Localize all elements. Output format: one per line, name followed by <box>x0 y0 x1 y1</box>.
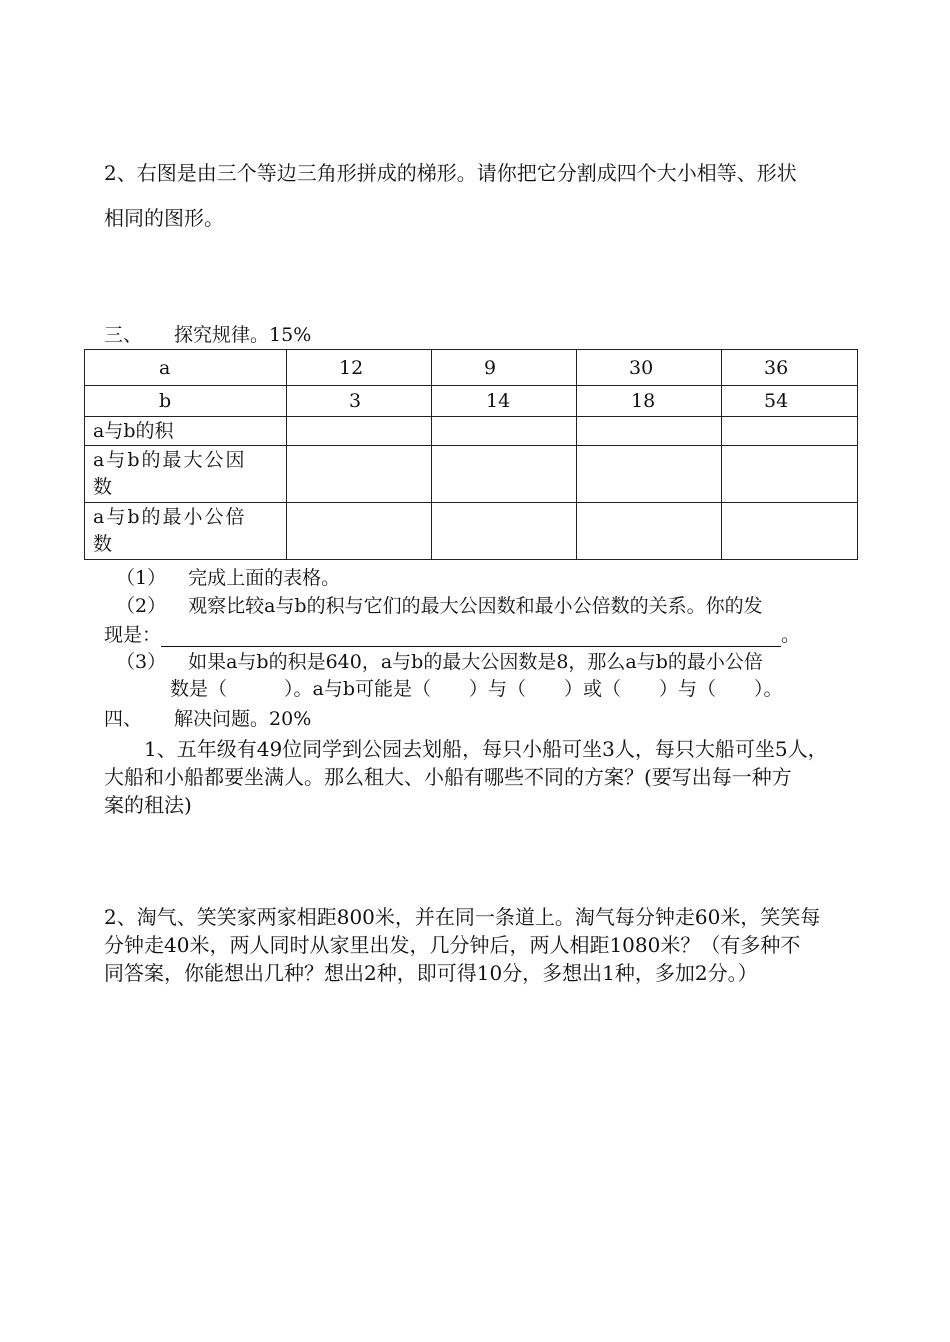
subquestion-2-number: （2） <box>116 595 167 617</box>
problem-2-geometry-line-2: 相同的图形。 <box>104 206 224 230</box>
section-4-heading <box>104 707 311 731</box>
table-cell: 36 <box>722 350 858 386</box>
problem-4-2-line-2: 分钟走40米，两人同时从家里出发，几分钟后，两人相距1080米？（有多种不 <box>104 933 801 957</box>
subquestion-1 <box>116 566 340 590</box>
table-row-a <box>85 350 858 386</box>
table-cell-empty[interactable] <box>722 417 858 446</box>
table-cell-empty[interactable] <box>722 503 858 560</box>
table-cell: 18 <box>577 386 722 417</box>
table-cell-empty[interactable] <box>432 446 577 503</box>
table-cell: 54 <box>722 386 858 417</box>
table-row-product <box>85 417 858 446</box>
section-4-number: 四、 <box>104 708 143 730</box>
problem-4-1-line-3: 案的租法) <box>104 793 192 817</box>
table-cell-empty[interactable] <box>287 417 432 446</box>
table-cell-empty[interactable] <box>287 446 432 503</box>
row-header-b: b <box>85 386 287 417</box>
table-cell-empty[interactable] <box>287 503 432 560</box>
section-3-title: 探究规律。15% <box>174 324 312 346</box>
subquestion-2-answer-suffix: 。 <box>781 624 801 646</box>
row-header-lcm-line-1: a与b的最小公倍 <box>93 506 247 528</box>
subquestion-1-text: 完成上面的表格。 <box>188 567 341 589</box>
problem-4-2-line-3: 同答案，你能想出几种？想出2种，即可得10分，多想出1种，多加2分。） <box>104 961 758 985</box>
table-cell: 14 <box>432 386 577 417</box>
table-cell: 9 <box>432 350 577 386</box>
table-cell-empty[interactable] <box>432 417 577 446</box>
row-header-gcd-line-1: a与b的最大公因 <box>93 449 247 471</box>
table-cell-empty[interactable] <box>577 503 722 560</box>
table-row-b <box>85 386 858 417</box>
problem-4-2-line-1: 2、淘气、笑笑家两家相距800米，并在同一条道上。淘气每分钟走60米，笑笑每 <box>104 905 821 929</box>
row-header-lcm-line-2: 数 <box>93 533 113 555</box>
section-3-number: 三、 <box>104 324 143 346</box>
pattern-table <box>84 349 858 560</box>
table-cell-empty[interactable] <box>722 446 858 503</box>
table-row-gcd <box>85 446 858 503</box>
table-row-lcm <box>85 503 858 560</box>
row-header-gcd <box>85 446 287 503</box>
table-cell-empty[interactable] <box>432 503 577 560</box>
problem-2-geometry-line-1: 2、右图是由三个等边三角形拼成的梯形。请你把它分割成四个大小相等、形状 <box>104 161 797 185</box>
table-cell: 30 <box>577 350 722 386</box>
subquestion-3-text-line-1: 如果a与b的积是640，a与b的最大公因数是8，那么a与b的最小公倍 <box>188 651 763 673</box>
row-header-gcd-line-2: 数 <box>93 476 113 498</box>
table-cell: 12 <box>287 350 432 386</box>
subquestion-2 <box>116 594 763 618</box>
table-cell: 3 <box>287 386 432 417</box>
subquestion-3-text-line-2: 数是（ ）。a与b可能是（ ）与（ ）或（ ）与（ ）。 <box>170 678 783 700</box>
subquestion-3-number: （3） <box>116 651 167 673</box>
subquestion-2-text: 观察比较a与b的积与它们的最大公因数和最小公倍数的关系。你的发 <box>188 595 763 617</box>
row-header-product: a与b的积 <box>85 417 287 446</box>
subquestion-1-number: （1） <box>116 567 167 589</box>
problem-4-1-line-1: 1、五年级有49位同学到公园去划船，每只小船可坐3人，每只大船可坐5人， <box>144 737 828 761</box>
table-cell-empty[interactable] <box>577 446 722 503</box>
table-cell-empty[interactable] <box>577 417 722 446</box>
subquestion-3 <box>116 650 763 674</box>
row-header-a: a <box>85 350 287 386</box>
row-header-lcm <box>85 503 287 560</box>
subquestion-2-answer-line <box>104 623 800 647</box>
problem-4-1-line-2: 大船和小船都要坐满人。那么租大、小船有哪些不同的方案？(要写出每一种方 <box>104 765 792 789</box>
answer-blank[interactable] <box>161 626 781 647</box>
subquestion-2-answer-prefix: 现是： <box>104 624 162 646</box>
section-4-title: 解决问题。20% <box>174 708 312 730</box>
section-3-heading <box>104 323 311 347</box>
